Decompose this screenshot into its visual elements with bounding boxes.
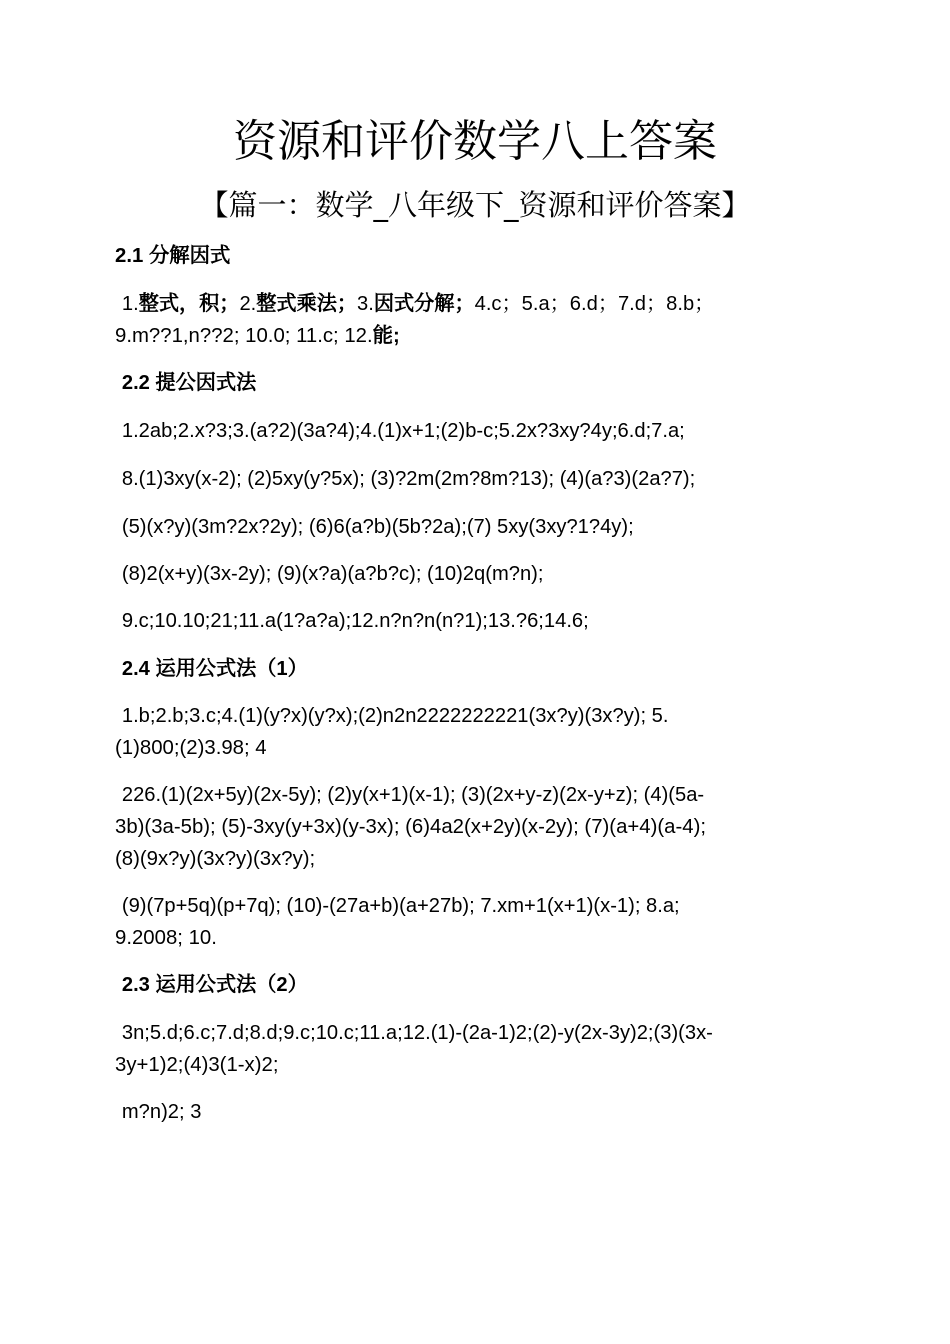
answer-line: (1)800;(2)3.98; 4 xyxy=(115,736,267,759)
answer-line: 3b)(3a-5b); (5)-3xy(y+3x)(y-3x); (6)4a2(x+2y)(x-2y); (7)(a+4)(a-4); xyxy=(115,815,707,838)
answer-text: 1. xyxy=(121,292,139,315)
answer-line: 8.(1)3xy(x-2); (2)5xy(y?5x); (3)?2m(2m?8m?13); (4)(a?3)(2a?7); xyxy=(121,467,696,490)
section-heading-2-1: 2.1 分解因式 xyxy=(115,244,231,267)
answer-text: 9.m??1,n??2; 10.0; 11.c; 12. xyxy=(115,324,373,347)
answer-line: 226.(1)(2x+5y)(2x-5y); (2)y(x+1)(x-1); (3)(2x+y-z)(2x-y+z); (4)(5a- xyxy=(121,783,705,806)
answer-line: (8)(9x?y)(3x?y)(3x?y); xyxy=(115,847,316,870)
document-title: 资源和评价数学八上答案 xyxy=(233,116,717,167)
answer-line: 9.2008; 10. xyxy=(115,926,217,949)
section-heading-2-2: 2.2 提公因式法 xyxy=(121,371,257,394)
answer-line: 3y+1)2;(4)3(1-x)2; xyxy=(115,1053,279,1076)
section-heading-2-4: 2.4 运用公式法（1） xyxy=(121,657,308,680)
answer-text: 4.c；5.a；6.d；7.d；8.b； xyxy=(474,292,715,315)
answer-line: (8)2(x+y)(3x-2y); (9)(x?a)(a?b?c); (10)2q(m?n); xyxy=(121,562,544,585)
section-heading-2-3: 2.3 运用公式法（2） xyxy=(121,973,308,996)
answer-line: 1.2ab;2.x?3;3.(a?2)(3a?4);4.(1)x+1;(2)b-c;5.2x?3xy?4y;6.d;7.a; xyxy=(121,419,685,442)
answer-line: 1.b;2.b;3.c;4.(1)(y?x)(y?x);(2)n2n2222222221(3x?y)(3x?y); 5. xyxy=(121,704,669,727)
document-subtitle: 【篇一：数学_八年级下_资源和评价答案】 xyxy=(199,188,751,222)
answer-line xyxy=(115,288,830,320)
answer-line: (5)(x?y)(3m?2x?2y); (6)6(a?b)(5b?2a);(7) 5xy(3xy?1?4y); xyxy=(121,515,634,538)
answer-line: 3n;5.d;6.c;7.d;8.d;9.c;10.c;11.a;12.(1)-(2a-1)2;(2)-y(2x-3y)2;(3)(3x- xyxy=(121,1021,713,1044)
answer-line xyxy=(115,320,830,352)
answer-text-bold: 因式分解； xyxy=(373,292,475,315)
answer-line: m?n)2; 3 xyxy=(121,1100,202,1123)
answer-line: 9.c;10.10;21;11.a(1?a?a);12.n?n?n(n?1);13.?6;14.6; xyxy=(121,609,589,632)
answer-text-bold: 整式，积； xyxy=(138,292,240,315)
answer-text-bold: 整式乘法； xyxy=(256,292,358,315)
answer-line: (9)(7p+5q)(p+7q); (10)-(27a+b)(a+27b); 7.xm+1(x+1)(x-1); 8.a; xyxy=(121,894,680,917)
answer-text: 2. xyxy=(239,292,257,315)
answer-text: 3. xyxy=(357,292,374,315)
answer-text-bold: 能; xyxy=(372,324,400,347)
